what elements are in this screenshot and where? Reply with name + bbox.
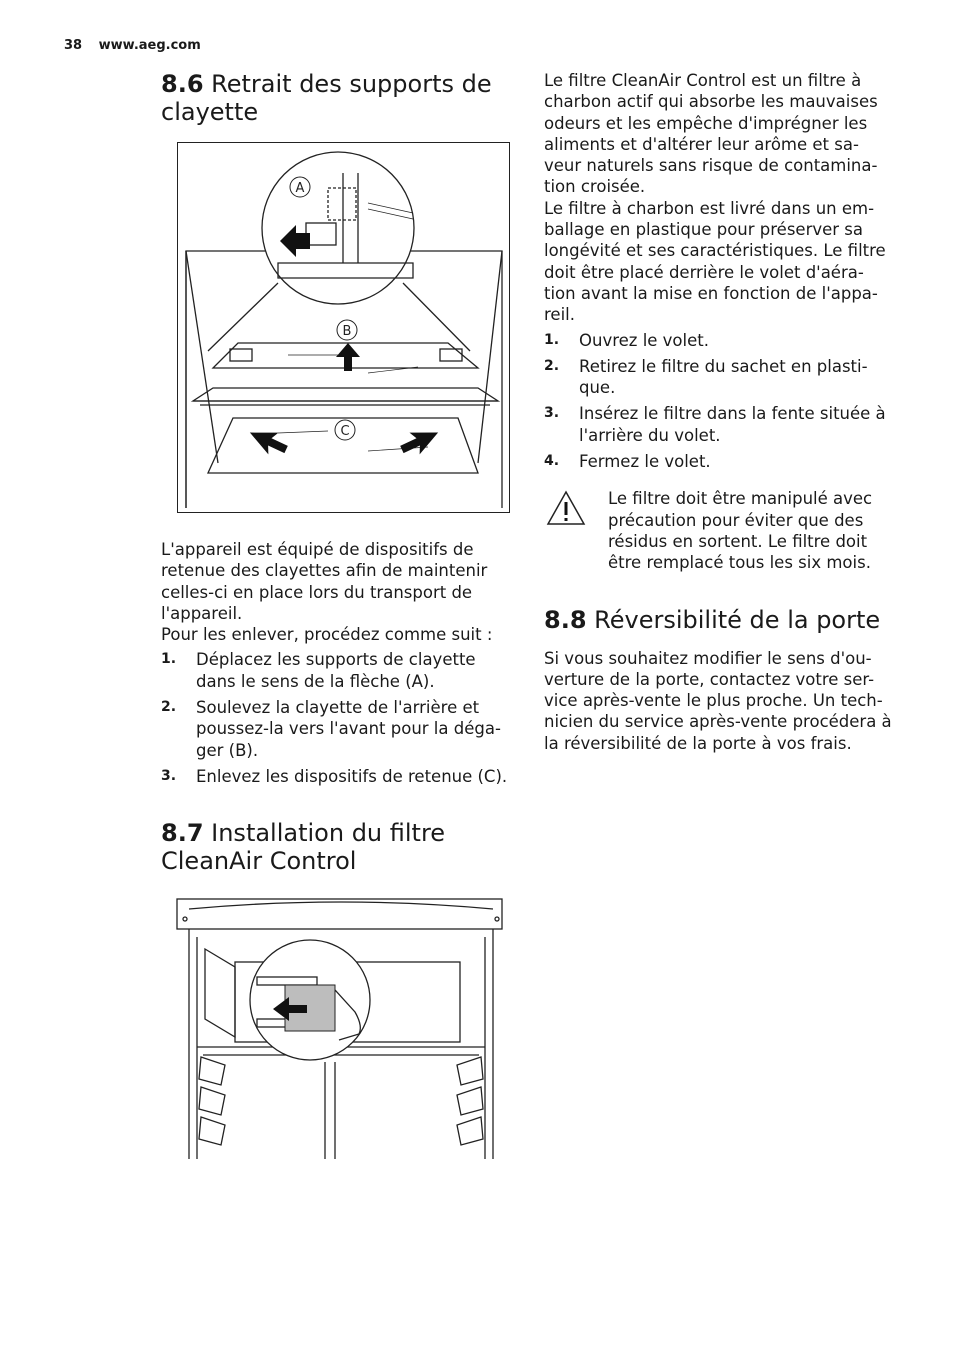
- list-item: 1. Déplacez les supports de clayette dans le sens de la flèche (A).: [161, 650, 476, 691]
- s86-instruction: Pour les enlever, procédez comme suit :: [161, 625, 493, 645]
- section-number: 8.7: [161, 819, 204, 848]
- shelf-support-illustration: [177, 142, 510, 513]
- section-title: Réversibilité de la porte: [586, 605, 881, 634]
- right-column: [544, 70, 894, 754]
- filter-install-illustration: [175, 897, 508, 1172]
- s87-steps: [544, 330, 894, 473]
- section-title: Retrait des supports de clayette: [161, 70, 492, 126]
- list-item: 2. Retirez le filtre du sachet en plasti-que.: [544, 356, 868, 398]
- label-c: C: [340, 424, 350, 439]
- s88-text: Si vous souhaitez modifier le sens d'ou-verture de la porte, contactez votre ser-vice après-vente le plus proche. Un tech-nicien du service après-vente procédera à la réversibilité de la porte à vos frais.: [544, 648, 892, 753]
- shelf-support-drawing: [178, 143, 509, 512]
- left-column: [161, 70, 511, 1172]
- s86-steps: [161, 649, 511, 787]
- warning-note: [544, 488, 894, 573]
- page-number: 38: [64, 38, 83, 53]
- s87-description: Le filtre CleanAir Control est un filtre à charbon actif qui absorbe les mauvaises odeurs et les empêche d'imprégner les aliments et d'altérer leur arôme et sa-veur naturels sans risque de contamina-tion croisée.: [544, 71, 878, 197]
- section-number: 8.6: [161, 70, 204, 98]
- section-8-7-heading: [161, 819, 511, 875]
- list-item: 4. Fermez le volet.: [544, 452, 711, 472]
- filter-install-drawing: [175, 897, 508, 1172]
- section-number: 8.8: [544, 605, 587, 634]
- site-url: www.aeg.com: [98, 38, 201, 53]
- s86-intro: L'appareil est équipé de dispositifs de retenue des clayettes afin de maintenir celles-ci en place lors du transport de l'appareil.: [161, 540, 488, 623]
- warning-text: Le filtre doit être manipulé avec précaution pour éviter que des résidus en sortent. Le filtre doit être remplacé tous les six mois.: [608, 489, 873, 573]
- s87-packaging: Le filtre à charbon est livré dans un em-ballage en plastique pour préserver sa longévité et ses caractéristiques. Le filtre doit être placé derrière le volet d'aéra-tion avant la mise en fonction de l'appa-reil.: [544, 198, 886, 325]
- list-item: 3. Insérez le filtre dans la fente située à l'arrière du volet.: [544, 404, 886, 445]
- list-item: 3. Enlevez les dispositifs de retenue (C).: [161, 766, 508, 786]
- list-item: 2. Soulevez la clayette de l'arrière et poussez-la vers l'avant pour la déga-ger (B).: [161, 698, 501, 760]
- label-a: A: [295, 181, 305, 196]
- warning-icon: [546, 490, 586, 530]
- section-title: Installation du filtre CleanAir Control: [161, 819, 446, 876]
- list-item: 1. Ouvrez le volet.: [544, 330, 709, 350]
- section-8-6-heading: [161, 70, 511, 126]
- section-8-8-heading: [544, 606, 894, 634]
- page-header: [64, 38, 201, 53]
- label-b: B: [342, 324, 352, 339]
